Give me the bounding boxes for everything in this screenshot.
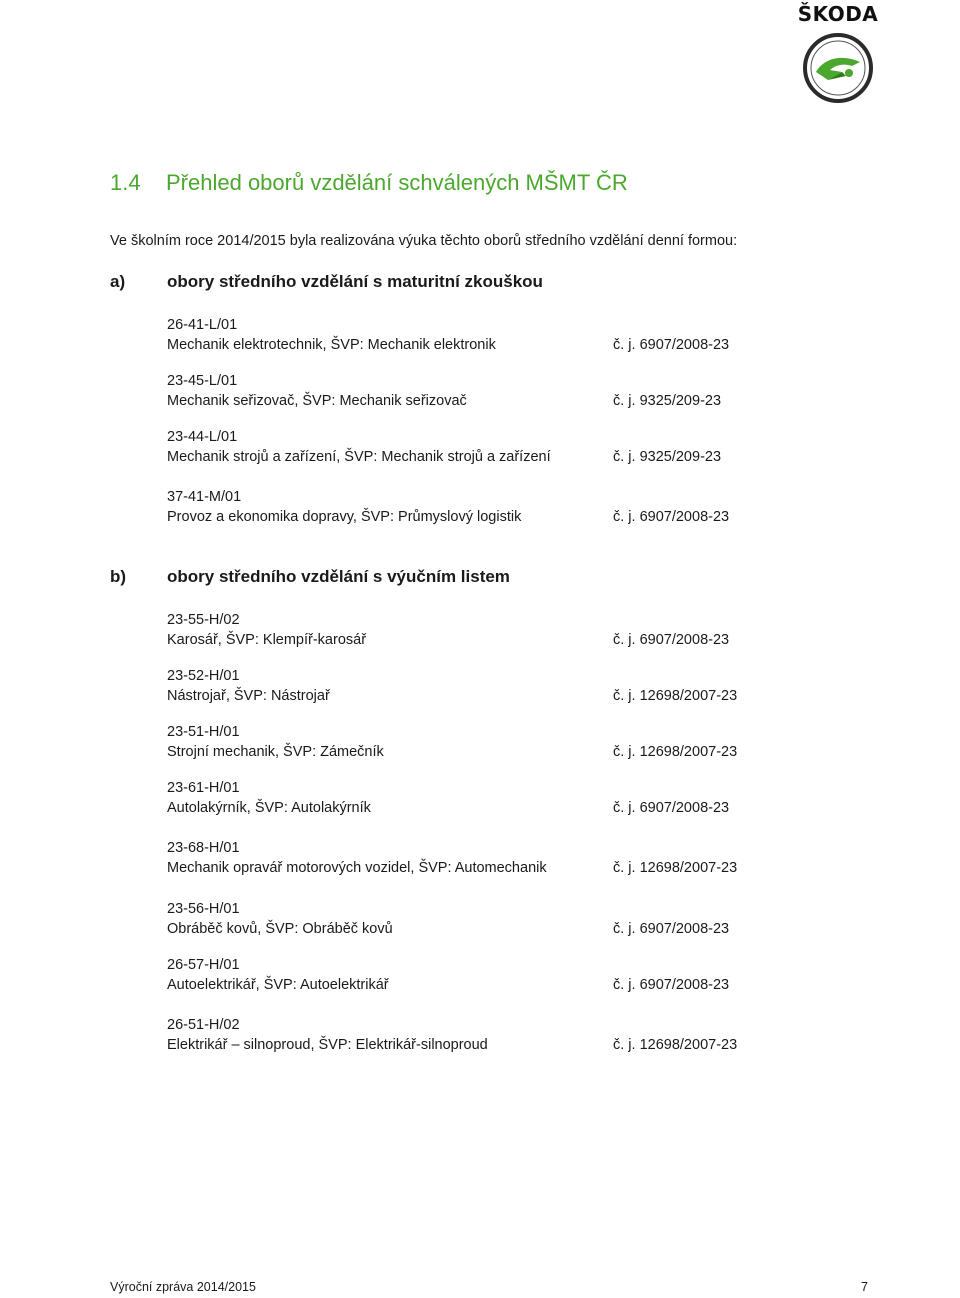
program-name: Autoelektrikář, ŠVP: Autoelektrikář bbox=[167, 977, 389, 993]
heading-number: 1.4 bbox=[110, 170, 141, 195]
list-item bbox=[167, 427, 551, 467]
section-b-title bbox=[110, 567, 510, 587]
reference-number: č. j. 12698/2007-23 bbox=[613, 1037, 738, 1053]
reference-number: č. j. 6907/2008-23 bbox=[613, 632, 730, 648]
program-code: 23-44-L/01 bbox=[167, 429, 238, 445]
section-label: obory středního vzdělání s maturitní zkouškou bbox=[167, 272, 543, 291]
program-name: Obráběč kovů, ŠVP: Obráběč kovů bbox=[167, 921, 393, 937]
program-code: 23-55-H/02 bbox=[167, 612, 240, 628]
program-code: 23-52-H/01 bbox=[167, 668, 240, 684]
program-code: 23-61-H/01 bbox=[167, 780, 240, 796]
program-name: Karosář, ŠVP: Klempíř-karosář bbox=[167, 632, 367, 648]
section-heading bbox=[110, 170, 628, 196]
winged-arrow-logo-icon bbox=[802, 32, 874, 104]
program-code: 26-57-H/01 bbox=[167, 957, 240, 973]
heading-title: Přehled oborů vzdělání schválených MŠMT ČR bbox=[166, 170, 628, 195]
list-item bbox=[167, 315, 496, 355]
reference-number: č. j. 12698/2007-23 bbox=[613, 688, 738, 704]
program-name: Elektrikář – silnoproud, ŠVP: Elektrikář-silnoproud bbox=[167, 1037, 488, 1053]
list-item bbox=[167, 1015, 488, 1055]
program-name: Mechanik strojů a zařízení, ŠVP: Mechanik strojů a zařízení bbox=[167, 449, 551, 465]
program-code: 37-41-M/01 bbox=[167, 489, 242, 505]
footer-title: Výroční zpráva 2014/2015 bbox=[110, 1280, 256, 1294]
section-a-title bbox=[110, 272, 543, 292]
list-item bbox=[167, 722, 384, 762]
section-marker: a) bbox=[110, 272, 126, 291]
program-name: Strojní mechanik, ŠVP: Zámečník bbox=[167, 744, 384, 760]
reference-number: č. j. 12698/2007-23 bbox=[613, 744, 738, 760]
skoda-logo bbox=[790, 2, 886, 104]
section-marker: b) bbox=[110, 567, 127, 586]
list-item bbox=[167, 899, 393, 939]
program-name: Mechanik opravář motorových vozidel, ŠVP: Automechanik bbox=[167, 860, 547, 876]
list-item bbox=[167, 666, 330, 706]
program-name: Autolakýrník, ŠVP: Autolakýrník bbox=[167, 800, 371, 816]
list-item bbox=[167, 838, 547, 878]
program-code: 23-68-H/01 bbox=[167, 840, 240, 856]
reference-number: č. j. 12698/2007-23 bbox=[613, 860, 738, 876]
list-item bbox=[167, 778, 371, 818]
list-item bbox=[167, 610, 366, 650]
reference-number: č. j. 6907/2008-23 bbox=[613, 921, 730, 937]
reference-number: č. j. 6907/2008-23 bbox=[613, 337, 730, 353]
reference-number: č. j. 9325/209-23 bbox=[613, 393, 722, 409]
section-label: obory středního vzdělání s výučním listem bbox=[167, 567, 510, 586]
program-name: Mechanik elektrotechnik, ŠVP: Mechanik elektronik bbox=[167, 337, 496, 353]
reference-number: č. j. 6907/2008-23 bbox=[613, 509, 730, 525]
program-name: Provoz a ekonomika dopravy, ŠVP: Průmyslový logistik bbox=[167, 509, 522, 525]
page-number: 7 bbox=[861, 1280, 868, 1294]
program-code: 26-51-H/02 bbox=[167, 1017, 240, 1033]
list-item bbox=[167, 371, 467, 411]
program-code: 26-41-L/01 bbox=[167, 317, 238, 333]
reference-number: č. j. 9325/209-23 bbox=[613, 449, 722, 465]
reference-number: č. j. 6907/2008-23 bbox=[613, 977, 730, 993]
list-item bbox=[167, 487, 521, 527]
reference-number: č. j. 6907/2008-23 bbox=[613, 800, 730, 816]
program-code: 23-51-H/01 bbox=[167, 724, 240, 740]
program-code: 23-56-H/01 bbox=[167, 901, 240, 917]
program-name: Mechanik seřizovač, ŠVP: Mechanik seřizovač bbox=[167, 393, 467, 409]
brand-name: ŠKODA bbox=[797, 2, 879, 26]
program-code: 23-45-L/01 bbox=[167, 373, 238, 389]
program-name: Nástrojař, ŠVP: Nástrojař bbox=[167, 688, 330, 704]
intro-text: Ve školním roce 2014/2015 byla realizována výuka těchto oborů středního vzdělání denní formou: bbox=[110, 233, 738, 249]
list-item bbox=[167, 955, 389, 995]
